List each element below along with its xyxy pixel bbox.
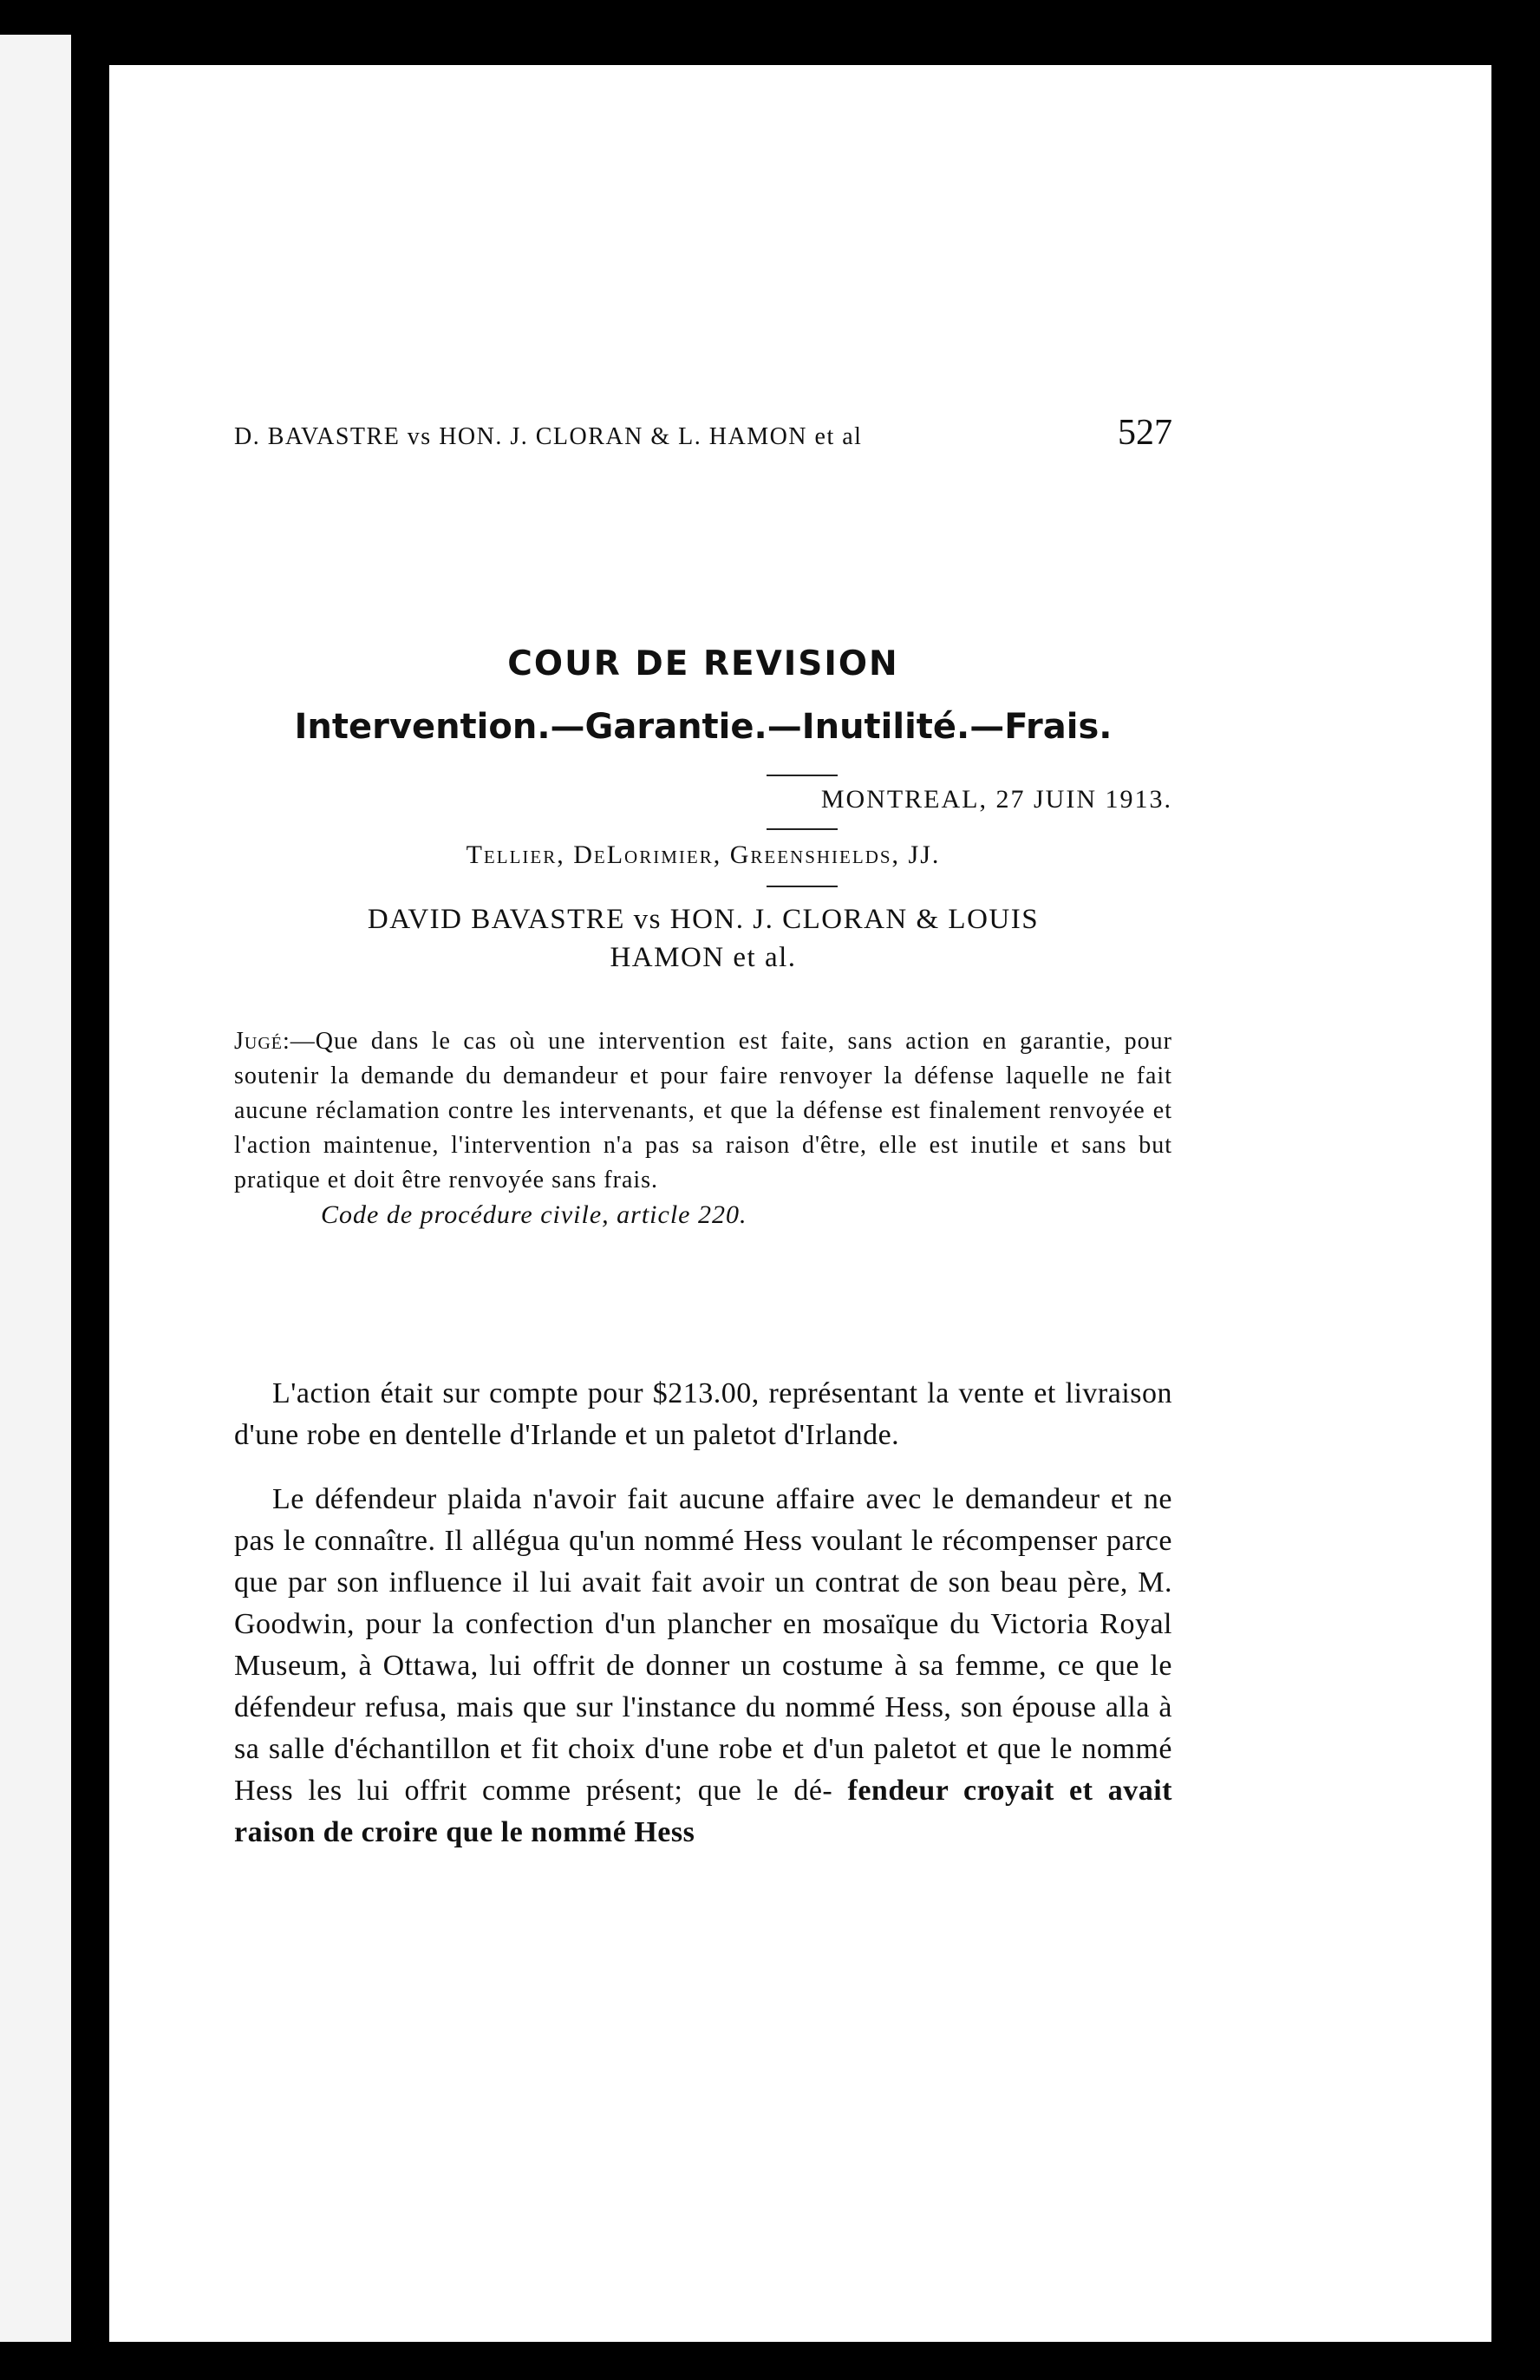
- adjacent-page-edge: [0, 35, 74, 2342]
- paragraph: [234, 1479, 1172, 1854]
- separator-rule: [767, 828, 838, 830]
- headnote-text: —Que dans le cas où une intervention est faite, sans action en garantie, pour soutenir la demande du demandeur et pour faire renvoyer la défense laquelle ne fait aucune réclamation contre les intervenants, et que la défense est finalement renvoyée et l'action maintenue, l'intervention n'a pas sa raison d'être, elle est inutile et sans but pratique et doit être renvoyée sans frais.: [234, 1028, 1172, 1193]
- parties-line-2: HAMON et al.: [610, 942, 797, 973]
- headnote-lead: Jugé:: [234, 1028, 290, 1055]
- subject-line: Intervention.—Garantie.—Inutilité.—Frais.: [294, 707, 1113, 747]
- court-title: COUR DE REVISION: [507, 644, 899, 683]
- separator-rule: [767, 775, 838, 776]
- page-number: 527: [1118, 413, 1172, 453]
- body-text: [234, 1373, 1172, 1876]
- judges: Tellier, DeLorimier, Greenshields, JJ.: [466, 840, 941, 869]
- parties: [234, 900, 1172, 977]
- place-date: MONTREAL, 27 JUIN 1913.: [820, 785, 1172, 814]
- running-title: D. BAVASTRE vs HON. J. CLORAN & L. HAMON et al: [234, 423, 863, 450]
- paragraph: L'action était sur compte pour $213.00, représentant la vente et livraison d'une robe en dentelle d'Irlande et un paletot d'Irlande.: [234, 1377, 1172, 1451]
- book-page: [101, 65, 1491, 2342]
- separator-rule: [767, 886, 838, 887]
- running-head: [234, 412, 1172, 454]
- parties-line-1: DAVID BAVASTRE vs HON. J. CLORAN & LOUIS: [367, 904, 1040, 935]
- headnote-citation: Code de procédure civile, article 220.: [321, 1200, 747, 1229]
- paragraph-tail: fendeur croyait et avait raison de croire que le nommé Hess: [234, 1775, 1172, 1848]
- headnote: [234, 1024, 1172, 1232]
- paragraph-text: Le défendeur plaida n'avoir fait aucune affaire avec le demandeur et ne pas le connaître. Il allégua qu'un nommé Hess voulant le récompenser parce que par son influence il lui avait fait avoir un contrat de son beau père, M. Goodwin, pour la confection d'un plancher en mosaïque du Victoria Royal Museum, à Ottawa, lui offrit de donner un costume à sa femme, ce que le défendeur refusa, mais que sur l'instance du nommé Hess, son épouse alla à sa salle d'échantillon et fit choix d'une robe et d'un paletot et que le nommé Hess les lui offrit comme présent; que le dé-: [234, 1483, 1172, 1807]
